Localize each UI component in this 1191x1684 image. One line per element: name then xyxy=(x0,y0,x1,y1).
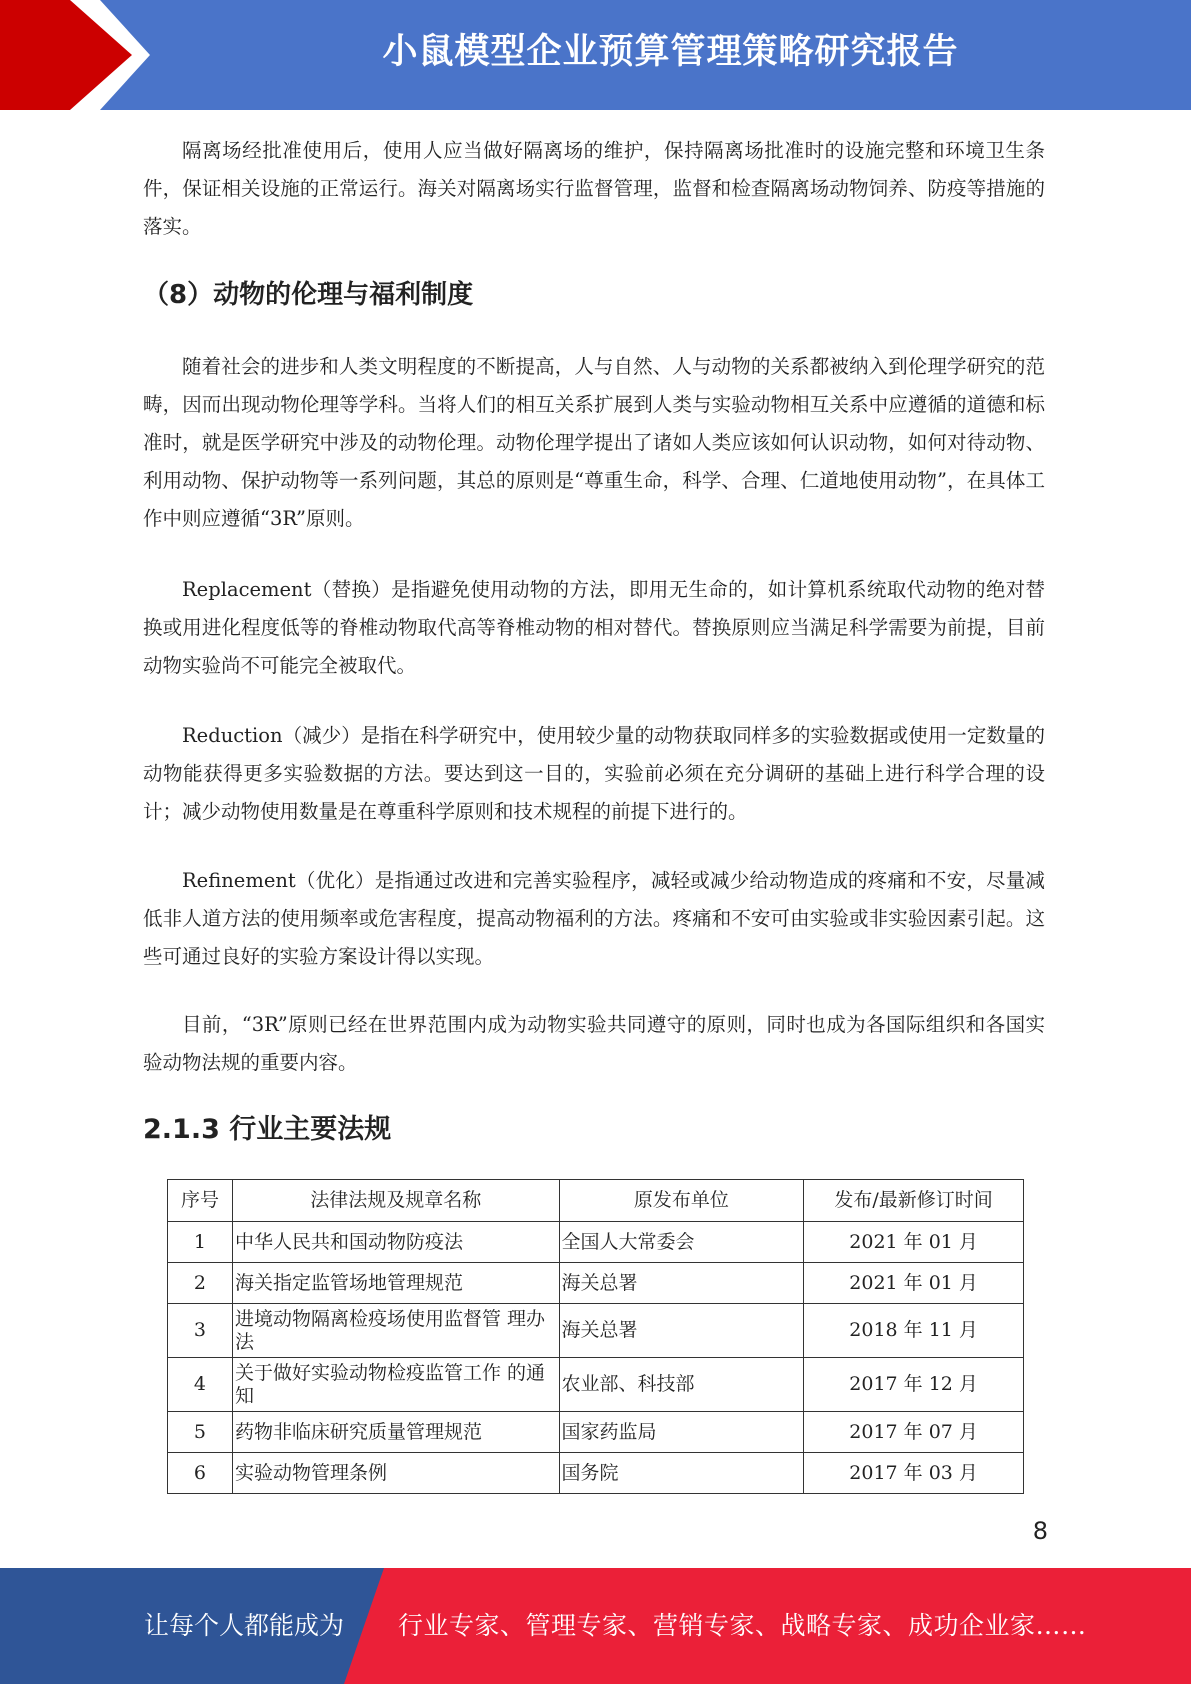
cell-date: 2017 年 07 月 xyxy=(804,1412,1024,1453)
cell-org: 海关总署 xyxy=(559,1304,804,1358)
cell-org: 全国人大常委会 xyxy=(559,1222,804,1263)
paragraph-animal-ethics: 随着社会的进步和人类文明程度的不断提高，人与自然、人与动物的关系都被纳入到伦理学研究的范畴，因而出现动物伦理等学科。当将人们的相互关系扩展到人类与实验动物相互关系中应遵循的道德和标准时，就是医学研究中涉及的动物伦理。动物伦理学提出了诸如人类应该如何认识动物，如何对待动物、利用动物、保护动物等一系列问题，其总的原则是“尊重生命，科学、合理、仁道地使用动物”，在具体工作中则应遵循“3R”原则。 xyxy=(143,355,1045,530)
cell-name: 海关指定监管场地管理规范 xyxy=(232,1263,559,1304)
table-row xyxy=(168,1453,1024,1494)
cell-org: 海关总署 xyxy=(559,1263,804,1304)
col-header-no: 序号 xyxy=(168,1180,233,1222)
cell-date: 2021 年 01 月 xyxy=(804,1263,1024,1304)
col-header-name: 法律法规及规章名称 xyxy=(232,1180,559,1222)
cell-date: 2017 年 03 月 xyxy=(804,1453,1024,1494)
cell-name: 中华人民共和国动物防疫法 xyxy=(232,1222,559,1263)
cell-org: 农业部、科技部 xyxy=(559,1358,804,1412)
footer-slogan-left: 让每个人都能成为 xyxy=(144,1611,345,1640)
page-header xyxy=(0,0,1191,110)
cell-name: 关于做好实验动物检疫监管工作 的通知 xyxy=(232,1358,559,1412)
cell-no: 6 xyxy=(168,1453,233,1494)
header-title: 小鼠模型企业预算管理策略研究报告 xyxy=(382,32,959,72)
cell-no: 5 xyxy=(168,1412,233,1453)
page-number: 8 xyxy=(1032,1517,1048,1545)
paragraph-3r-principle: 目前，“3R”原则已经在世界范围内成为动物实验共同遵守的原则，同时也成为各国际组织和各国实验动物法规的重要内容。 xyxy=(143,1013,1045,1074)
cell-date: 2018 年 11 月 xyxy=(804,1304,1024,1358)
paragraph-reduction: Reduction（减少）是指在科学研究中，使用较少量的动物获取同样多的实验数据或使用一定数量的动物能获得更多实验数据的方法。要达到这一目的，实验前必须在充分调研的基础上进行科学合理的设计；减少动物使用数量是在尊重科学原则和技术规程的前提下进行的。 xyxy=(143,724,1045,823)
table-header-row xyxy=(168,1180,1024,1222)
col-header-org: 原发布单位 xyxy=(559,1180,804,1222)
paragraph-isolation-maintenance: 隔离场经批准使用后，使用人应当做好隔离场的维护，保持隔离场批准时的设施完整和环境卫生条件，保证相关设施的正常运行。海关对隔离场实行监督管理，监督和检查隔离场动物饲养、防疫等措施的落实。 xyxy=(143,139,1045,238)
table-row xyxy=(168,1222,1024,1263)
col-header-date: 发布/最新修订时间 xyxy=(804,1180,1024,1222)
section-heading: 2.1.3 行业主要法规 xyxy=(143,1114,392,1145)
paragraph-replacement: Replacement（替换）是指避免使用动物的方法，即用无生命的，如计算机系统取代动物的绝对替换或用进化程度低等的脊椎动物取代高等脊椎动物的相对替代。替换原则应当满足科学需要为前提，目前动物实验尚不可能完全被取代。 xyxy=(143,578,1045,677)
cell-date: 2017 年 12 月 xyxy=(804,1358,1024,1412)
table-row xyxy=(168,1358,1024,1412)
page-footer xyxy=(0,1568,1191,1684)
subheading-animal-ethics: （8）动物的伦理与福利制度 xyxy=(143,280,474,310)
cell-name: 实验动物管理条例 xyxy=(232,1453,559,1494)
cell-no: 1 xyxy=(168,1222,233,1263)
cell-name: 进境动物隔离检疫场使用监督管 理办法 xyxy=(232,1304,559,1358)
footer-slogan-right: 行业专家、管理专家、营销专家、战略专家、成功企业家…… xyxy=(398,1611,1087,1640)
cell-org: 国务院 xyxy=(559,1453,804,1494)
cell-name: 药物非临床研究质量管理规范 xyxy=(232,1412,559,1453)
table-row xyxy=(168,1304,1024,1358)
table-row xyxy=(168,1412,1024,1453)
cell-no: 4 xyxy=(168,1358,233,1412)
cell-no: 2 xyxy=(168,1263,233,1304)
table-row xyxy=(168,1263,1024,1304)
cell-date: 2021 年 01 月 xyxy=(804,1222,1024,1263)
cell-no: 3 xyxy=(168,1304,233,1358)
regulations-table xyxy=(167,1179,1024,1494)
cell-org: 国家药监局 xyxy=(559,1412,804,1453)
paragraph-refinement: Refinement（优化）是指通过改进和完善实验程序，减轻或减少给动物造成的疼痛和不安，尽量减低非人道方法的使用频率或危害程度，提高动物福利的方法。疼痛和不安可由实验或非实验因素引起。这些可通过良好的实验方案设计得以实现。 xyxy=(143,869,1045,968)
